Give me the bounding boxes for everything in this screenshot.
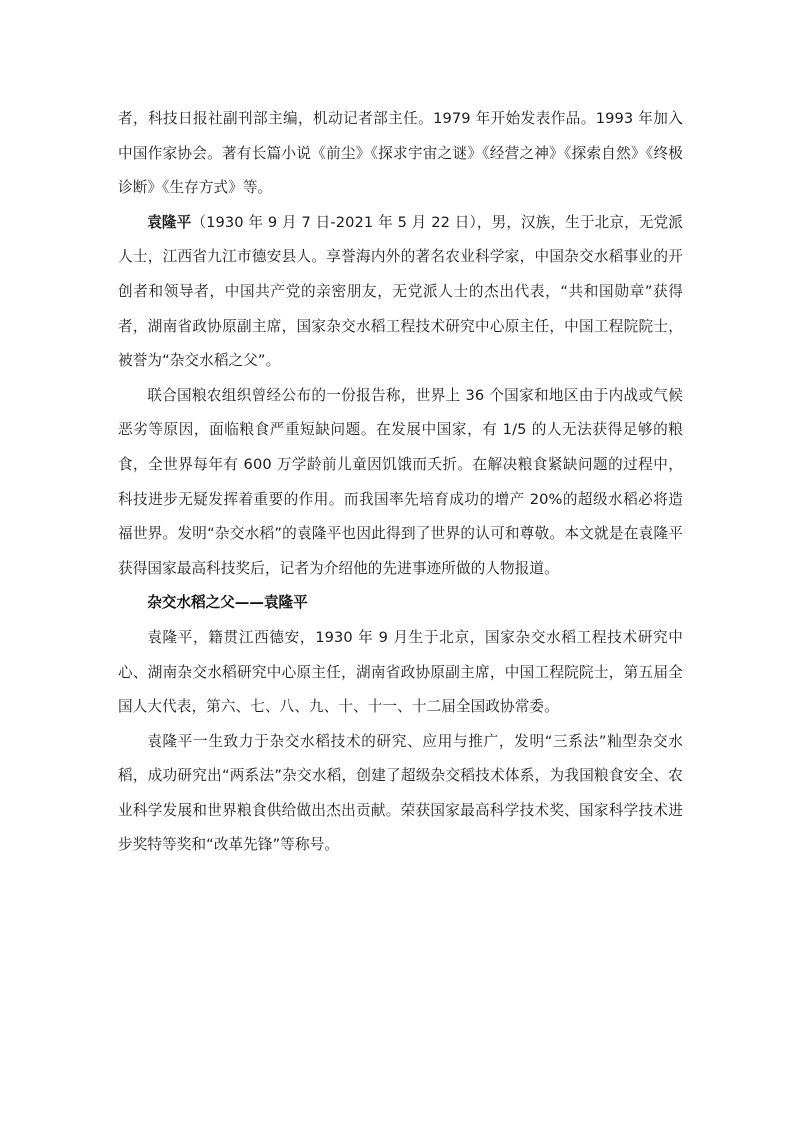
section-heading: 杂交水稻之父——袁隆平 [147, 594, 308, 612]
paragraph-yuan-longping-intro [118, 206, 683, 379]
paragraph-text: （1930 年 9 月 7 日-2021 年 5 月 22 日），男，汉族，生于北京，无党派人士，江西省九江市德安县人。享誉海内外的著名农业科学家，中国杂交水稻事业的开创者和领导者，中国共产党的亲密朋友，无党派人士的杰出代表，“共和国勋章”获得者，湖南省政协原副主席，国家杂交水稻工程技术研究中心原主任，中国工程院院士，被誉为“杂交水稻之父”。 [118, 213, 683, 370]
paragraph-text: 袁隆平，籍贯江西德安，1930 年 9 月生于北京，国家杂交水稻工程技术研究中心、湖南杂交水稻研究中心原主任，湖南省政协原副主席，中国工程院院士，第五届全国人大代表，第六、七、八、九、十、十一、十二届全国政协常委。 [118, 628, 683, 716]
paragraph-achievements [118, 725, 683, 863]
paragraph-text: 者，科技日报社副刊部主编，机动记者部主任。1979 年开始发表作品。1993 年加入中国作家协会。著有长篇小说《前尘》《探求宇宙之谜》《经营之神》《探索自然》《终极诊断》《生存方式》等。 [118, 110, 683, 197]
document-body [118, 102, 683, 863]
paragraph-text: 联合国粮农组织曾经公布的一份报告称，世界上 36 个国家和地区由于内战或气候恶劣等原因，面临粮食严重短缺问题。在发展中国家，有 1/5 的人无法获得足够的粮食，全世界每年有 600 万学龄前儿童因饥饿而夭折。在解决粮食紧缺问题的过程中，科技进步无疑发挥着重要的作用。而我国率先培育成功的增产 20%的超级水稻必将造福世界。发明“杂交水稻”的袁隆平也因此得到了世界的认可和尊敬。本文就是在袁隆平获得国家最高科技奖后，记者为介绍他的先进事迹所做的人物报道。 [118, 386, 683, 577]
paragraph-biography [118, 621, 683, 725]
paragraph-text: 袁隆平一生致力于杂交水稻技术的研究、应用与推广，发明“三系法”籼型杂交水稻，成功研究出“两系法”杂交水稻，创建了超级杂交稻技术体系，为我国粮食安全、农业科学发展和世界粮食供给做出杰出贡献。荣获国家最高科学技术奖、国家科学技术进步奖特等奖和“改革先锋”等称号。 [118, 732, 683, 854]
paragraph-fao-report [118, 379, 683, 587]
paragraph-author-bio [118, 102, 683, 206]
person-name-bold: 袁隆平 [147, 213, 192, 231]
